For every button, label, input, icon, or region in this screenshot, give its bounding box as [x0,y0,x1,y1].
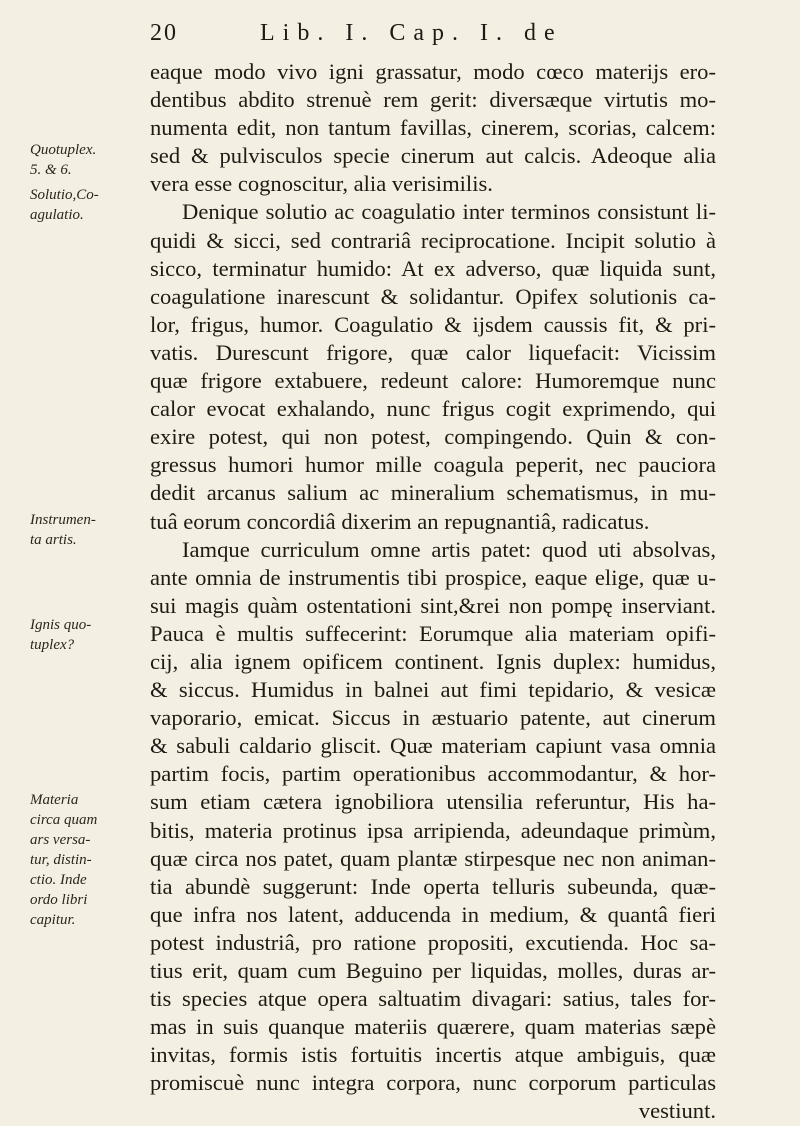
marginal-note-ignis [30,615,140,655]
marginal-note-line: ars versa- [30,832,91,848]
text-line: Denique solutio ac coagulatio inter terminos consistunt li- [182,199,716,225]
text-line: Iamque curriculum omne artis patet: quod uti absolvas, [182,536,716,562]
text-line: partim focis, partim operationibus accommodantur, & hor- [150,761,716,787]
text-line: sui magis quàm ostentationi sint,&rei non pompę inserviant. [150,592,716,618]
text-line: calor evocat exhalando, nunc frigus cogit exprimendo, qui [150,396,716,422]
running-title: Lib. I. Cap. I. de [260,20,563,46]
marginal-note-materia [30,790,140,930]
text-line: tius erit, quam cum Beguino per liquidas, molles, duras ar- [150,958,716,983]
text-line: potest industriâ, pro ratione propositi, excutienda. Hoc sa- [150,929,716,955]
text-line: & siccus. Humidus in balnei aut fimi tepidario, & vesicæ [150,677,716,703]
text-line: dentibus abdito strenuè rem gerit: diversæque virtutis mo- [150,87,716,113]
text-line: gressus humori humor mille coagula peperit, nec pauciora [150,452,716,478]
text-line: que infra nos latent, adducenda in medium, & quantâ fieri [150,901,716,927]
marginal-note-solutio [30,185,140,225]
text-line: exire potest, qui non potest, compingendo. Quin & con- [150,424,716,450]
text-line: & sabuli caldario gliscit. Quæ materiam capiunt vasa omnia [150,733,716,759]
marginal-note-line: circa quam [30,812,98,828]
text-line: promiscuè nunc integra corpora, nunc corporum particulas [150,1070,716,1096]
body-text [150,58,716,1126]
marginal-note-line: Quotuplex. [30,142,97,158]
text-line: vaporario, emicat. Siccus in æstuario patente, aut cinerum [150,705,716,731]
marginal-note-line: ta artis. [30,532,77,548]
page-header [150,20,710,54]
marginal-note-line: agulatio. [30,207,84,223]
text-line: ante omnia de instrumentis tibi prospice, eaque elige, quæ u- [150,564,716,590]
text-line: vera esse cognoscitur, alia verisimilis. [150,171,493,197]
text-line: quæ frigore extabuere, redeunt calore: Humoremque nunc [150,368,716,394]
marginal-note-line: 5. & 6. [30,162,72,178]
text-line: quæ circa nos patet, quam plantæ stirpesque nec non animan- [150,845,716,871]
marginal-note-line: Ignis quo- [30,617,92,633]
text-line: numenta edit, non tantum favillas, cinerem, scorias, calcem: [150,115,716,141]
marginal-note-instrumenta [30,510,140,550]
text-line: bitis, materia protinus ipsa arripienda, adeundaque primùm, [150,817,716,843]
text-line: sicco, terminatur humido: At ex adverso, quæ liquida sunt, [150,255,716,281]
text-line: lor, frigus, humor. Coagulatio & ijsdem caussis fit, & pri- [150,311,716,337]
catchword-line: vestiunt. [638,1098,716,1124]
marginal-note-line: Materia [30,792,79,808]
text-line: eaque modo vivo igni grassatur, modo cœco materijs ero- [150,59,716,84]
marginal-note-line: tuplex? [30,637,75,653]
text-line: tuâ eorum concordiâ dixerim an repugnantiâ, radicatus. [150,508,650,534]
text-line: mas in suis quanque materiis quærere, quam materias sæpè [150,1014,716,1040]
marginal-note-line: tur, distin- [30,852,92,868]
text-line: coagulatione inarescunt & solidantur. Opifex solutionis ca- [150,283,716,309]
text-line: tia abundè suggerunt: Inde operta telluris subeunda, quæ- [150,873,716,899]
marginal-note-line: ordo libri [30,892,88,908]
text-line: cij, alia ignem opificem continent. Ignis duplex: humidus, [150,648,716,674]
marginal-note-line: Instrumen- [30,512,96,528]
marginal-note-line: capitur. [30,912,76,928]
text-line: vatis. Durescunt frigore, quæ calor liquefacit: Vicissim [150,339,716,365]
text-line: dedit arcanus salium ac mineralium schematismus, in mu- [150,480,716,506]
text-line: invitas, formis istis fortuitis incertis atque ambiguis, quæ [150,1042,716,1068]
text-line: tis species atque opera saltuatim divagari: satius, tales for- [150,986,716,1012]
marginal-note-line: ctio. Inde [30,872,87,888]
text-line: sum etiam cætera ignobiliora utensilia referuntur, His ha- [150,789,716,815]
text-line: sed & pulvisculos specie cinerum aut calcis. Adeoque alia [150,143,716,169]
marginal-note-quotuplex [30,140,140,180]
text-line: quidi & sicci, sed contrariâ reciprocatione. Incipit solutio à [150,227,716,253]
text-line: Pauca è multis suffecerint: Eorumque alia materiam opifi- [150,620,716,646]
page-number: 20 [150,20,178,46]
marginal-note-line: Solutio,Co- [30,187,99,203]
